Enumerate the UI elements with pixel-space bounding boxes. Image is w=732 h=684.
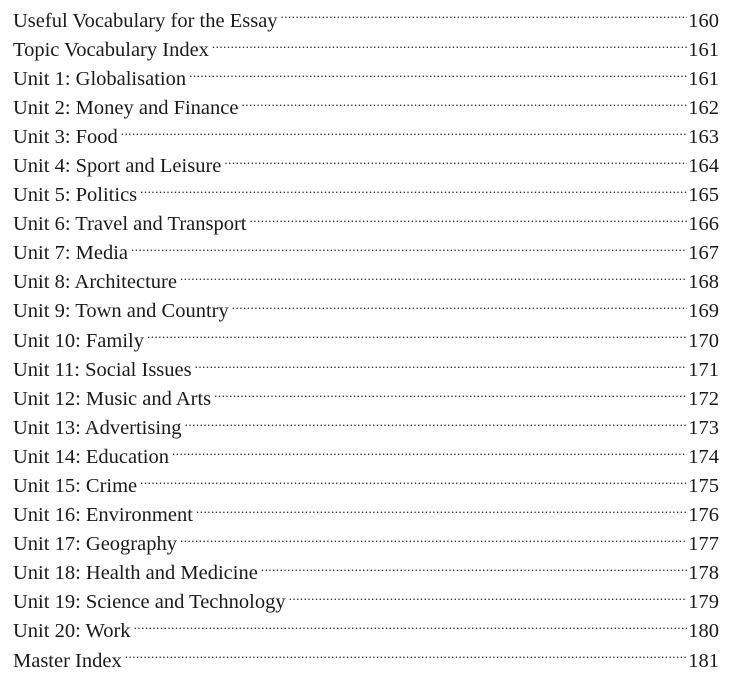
toc-entry-page: 164 bbox=[688, 154, 719, 177]
toc-entry-label: Unit 17: Geography bbox=[13, 533, 177, 556]
toc-entry-label: Unit 7: Media bbox=[13, 242, 129, 265]
toc-entry-unit-1[interactable] bbox=[13, 64, 719, 93]
dot-leader bbox=[172, 442, 687, 463]
toc-entry-page: 163 bbox=[688, 125, 719, 148]
toc-entry-label: Unit 9: Town and Country bbox=[13, 300, 229, 323]
toc-entry-label: Unit 1: Globalisation bbox=[13, 67, 187, 90]
dot-leader bbox=[140, 181, 687, 202]
toc-entry-label: Unit 13: Advertising bbox=[13, 416, 182, 439]
dot-leader bbox=[289, 588, 688, 609]
toc-entry-page: 167 bbox=[688, 242, 719, 265]
toc-entry-page: 161 bbox=[688, 67, 719, 90]
toc-entry-page: 160 bbox=[688, 9, 719, 32]
toc-entry-label: Unit 8: Architecture bbox=[13, 271, 177, 294]
toc-entry-label: Unit 2: Money and Finance bbox=[13, 96, 239, 119]
toc-entry-label: Unit 16: Environment bbox=[13, 504, 193, 527]
toc-entry-label: Unit 6: Travel and Transport bbox=[13, 213, 247, 236]
toc-entry-unit-8[interactable] bbox=[13, 268, 719, 297]
toc-entry-unit-11[interactable] bbox=[13, 355, 719, 384]
dot-leader bbox=[185, 413, 688, 434]
toc-entry-page: 177 bbox=[688, 533, 719, 556]
toc-entry-label: Unit 15: Crime bbox=[13, 475, 138, 497]
toc-entry-unit-13[interactable] bbox=[13, 413, 719, 442]
toc-entry-label: Unit 5: Politics bbox=[13, 184, 138, 207]
toc-entry-page: 162 bbox=[688, 96, 719, 119]
toc-entry-page: 176 bbox=[688, 504, 719, 527]
toc-entry-unit-9[interactable] bbox=[13, 297, 719, 326]
toc-entry-label: Unit 10: Family bbox=[13, 329, 144, 352]
dot-leader bbox=[281, 6, 688, 27]
dot-leader bbox=[134, 617, 688, 638]
toc-entry-label: Unit 20: Work bbox=[13, 620, 131, 643]
toc-entry-label: Unit 3: Food bbox=[13, 125, 118, 148]
toc-entry-unit-3[interactable] bbox=[13, 122, 719, 151]
toc-entry-unit-20[interactable] bbox=[13, 617, 719, 646]
dot-leader bbox=[241, 93, 687, 114]
toc-entry-page: 180 bbox=[688, 620, 719, 643]
dot-leader bbox=[147, 326, 687, 347]
toc-entry-page: 173 bbox=[688, 416, 719, 439]
dot-leader bbox=[121, 122, 687, 143]
dot-leader bbox=[214, 384, 687, 405]
toc-entry-unit-6[interactable] bbox=[13, 210, 719, 239]
dot-leader bbox=[189, 64, 687, 85]
toc-entry-unit-15[interactable] bbox=[13, 472, 719, 501]
toc-entry-page: 178 bbox=[688, 562, 719, 585]
toc-entry-label: Master Index bbox=[13, 649, 122, 672]
dot-leader bbox=[125, 646, 688, 667]
toc-entry-unit-12[interactable] bbox=[13, 384, 719, 413]
toc-entry-unit-2[interactable] bbox=[13, 93, 719, 122]
toc-entry-label: Unit 11: Social Issues bbox=[13, 358, 192, 381]
toc-entry-unit-7[interactable] bbox=[13, 239, 719, 268]
toc-entry-unit-10[interactable] bbox=[13, 326, 719, 355]
toc-entry-page: 175 bbox=[688, 475, 719, 497]
toc-entry-unit-4[interactable] bbox=[13, 151, 719, 180]
toc-entry-page: 169 bbox=[688, 300, 719, 323]
dot-leader bbox=[224, 151, 687, 172]
dot-leader bbox=[196, 501, 687, 522]
toc-entry-unit-14[interactable] bbox=[13, 442, 719, 471]
toc-entry-page: 165 bbox=[688, 184, 719, 207]
dot-leader bbox=[180, 268, 687, 289]
toc-entry-topic-index[interactable] bbox=[13, 35, 719, 64]
toc-entry-label: Unit 4: Sport and Leisure bbox=[13, 154, 222, 177]
dot-leader bbox=[232, 297, 688, 318]
toc-entry-unit-16[interactable] bbox=[13, 501, 719, 530]
toc-entry-page: 161 bbox=[688, 38, 719, 61]
dot-leader bbox=[140, 472, 687, 493]
toc-entry-unit-19[interactable] bbox=[13, 588, 719, 617]
toc-entry-unit-17[interactable] bbox=[13, 530, 719, 559]
dot-leader bbox=[131, 239, 687, 260]
dot-leader bbox=[195, 355, 688, 376]
toc-entry-label: Unit 12: Music and Arts bbox=[13, 387, 212, 410]
toc-entry-page: 166 bbox=[688, 213, 719, 236]
dot-leader bbox=[180, 530, 687, 551]
toc-entry-essay-vocabulary[interactable] bbox=[13, 6, 719, 35]
toc-entry-label: Topic Vocabulary Index bbox=[13, 38, 209, 61]
toc-entry-label: Unit 18: Health and Medicine bbox=[13, 562, 258, 585]
toc-entry-unit-18[interactable] bbox=[13, 559, 719, 588]
toc-entry-page: 168 bbox=[688, 271, 719, 294]
toc-entry-label: Useful Vocabulary for the Essay bbox=[13, 9, 278, 32]
dot-leader bbox=[212, 35, 687, 56]
dot-leader bbox=[261, 559, 687, 580]
toc-entry-label: Unit 19: Science and Technology bbox=[13, 591, 286, 614]
toc-entry-label: Unit 14: Education bbox=[13, 445, 170, 468]
dot-leader bbox=[250, 210, 688, 231]
toc-entry-page: 170 bbox=[688, 329, 719, 352]
toc-entry-master-index[interactable] bbox=[13, 646, 719, 675]
toc-entry-unit-5[interactable] bbox=[13, 181, 719, 210]
toc-entry-page: 172 bbox=[688, 387, 719, 410]
toc-entry-page: 174 bbox=[688, 445, 719, 468]
toc-entry-page: 181 bbox=[688, 649, 719, 672]
toc-entry-page: 171 bbox=[688, 358, 719, 381]
toc-entry-page: 179 bbox=[688, 591, 719, 614]
